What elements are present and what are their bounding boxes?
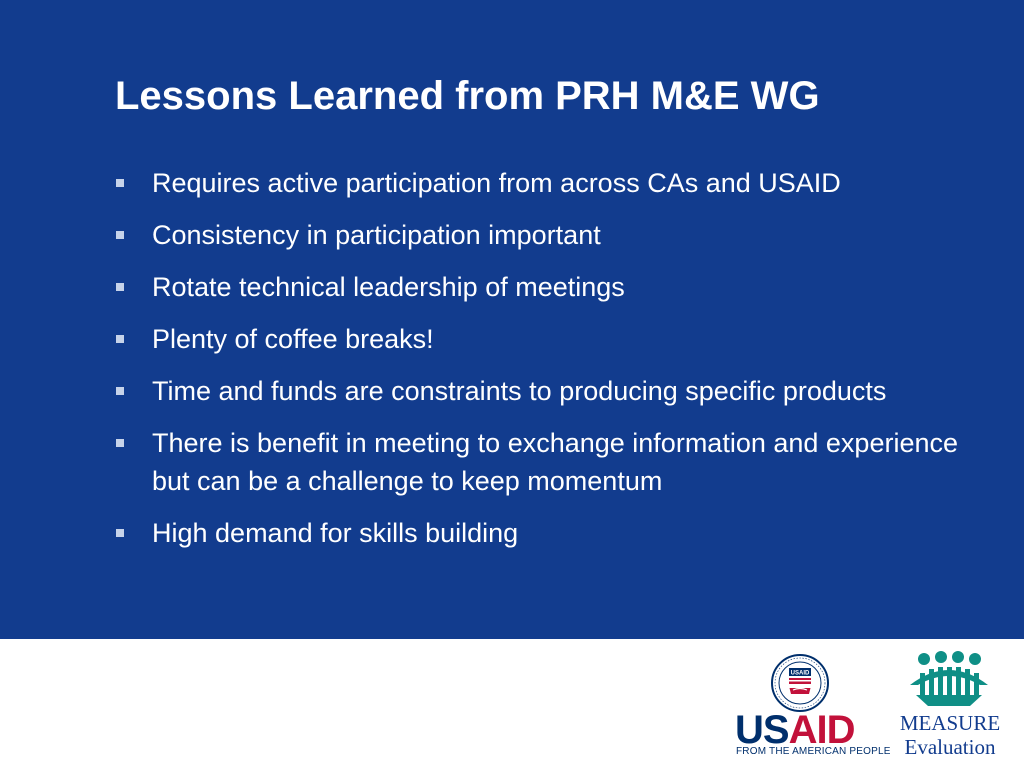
slide-title: Lessons Learned from PRH M&E WG: [115, 74, 820, 118]
usaid-wordmark: [735, 710, 854, 750]
measure-logo-name: MEASURE: [899, 711, 1001, 735]
bullet-item: [114, 216, 994, 254]
bullet-text: Consistency in participation important: [152, 220, 601, 250]
square-bullet-icon: [116, 335, 124, 343]
bullet-text: There is benefit in meeting to exchange information and experience but can be a challenge to keep momentum: [152, 428, 958, 496]
bullet-item: [114, 268, 994, 306]
usaid-seal-icon: [771, 654, 829, 712]
square-bullet-icon: [116, 231, 124, 239]
square-bullet-icon: [116, 283, 124, 291]
measure-logo-subtitle: Evaluation: [904, 735, 996, 759]
bullet-item: [114, 424, 994, 500]
bullet-text: Plenty of coffee breaks!: [152, 324, 434, 354]
usaid-wordmark-us: US: [735, 708, 789, 752]
usaid-wordmark-aid: AID: [788, 708, 855, 752]
square-bullet-icon: [116, 387, 124, 395]
bullet-text: Time and funds are constraints to producing specific products: [152, 376, 887, 406]
bullet-list: [114, 164, 994, 566]
bullet-item: [114, 320, 994, 358]
bullet-text: Requires active participation from across CAs and USAID: [152, 168, 841, 198]
bullet-text: Rotate technical leadership of meetings: [152, 272, 625, 302]
square-bullet-icon: [116, 439, 124, 447]
bullet-item: [114, 372, 994, 410]
usaid-tagline: FROM THE AMERICAN PEOPLE: [736, 746, 891, 757]
bullet-item: [114, 514, 994, 552]
bullet-item: [114, 164, 994, 202]
svg-text:USAID: USAID: [790, 670, 810, 677]
bullet-text: High demand for skills building: [152, 518, 519, 548]
measure-people-icon: [908, 651, 990, 707]
square-bullet-icon: [116, 529, 124, 537]
square-bullet-icon: [116, 179, 124, 187]
